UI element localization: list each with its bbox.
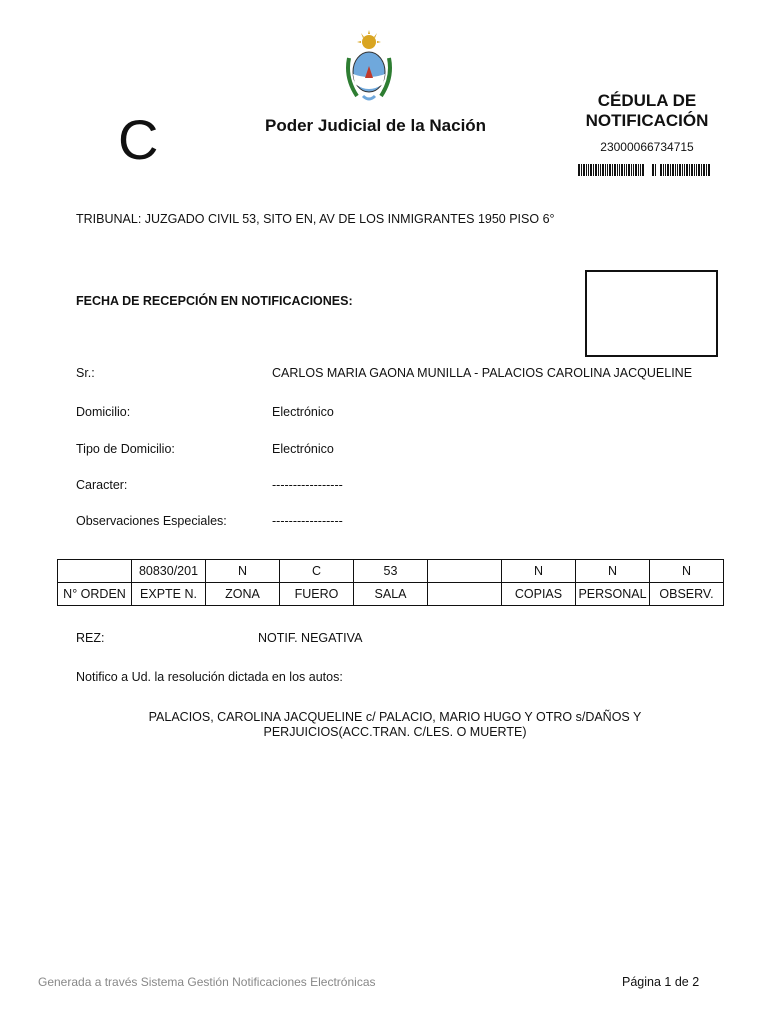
cell-expte-value: 80830/201 (132, 560, 206, 583)
cell-observ-value: N (650, 560, 724, 583)
field-value-tipo-domicilio: Electrónico (272, 442, 334, 456)
field-label-domicilio: Domicilio: (76, 405, 131, 419)
document-letter: C (118, 108, 159, 171)
rez-value: NOTIF. NEGATIVA (258, 631, 363, 645)
case-caption-line2: PERJUICIOS(ACC.TRAN. C/LES. O MUERTE) (263, 725, 527, 739)
cell-fuero-value: C (280, 560, 354, 583)
field-label-tipo-domicilio: Tipo de Domicilio: (76, 442, 175, 456)
barcode (578, 164, 711, 176)
field-value-observaciones: ----------------- (272, 514, 343, 528)
reception-date-label: FECHA DE RECEPCIÓN EN NOTIFICACIONES: (76, 294, 353, 308)
footer-generated-text: Generada a través Sistema Gestión Notificaciones Electrónicas (38, 975, 376, 989)
coat-of-arms-icon (343, 28, 395, 106)
document-number: 23000066734715 (600, 140, 694, 154)
cell-expte-header: EXPTE N. (132, 583, 206, 606)
rez-label: REZ: (76, 631, 105, 645)
cell-observ-header: OBSERV. (650, 583, 724, 606)
cell-zona-header: ZONA (206, 583, 280, 606)
cell-blank-header (428, 583, 502, 606)
field-value-domicilio: Electrónico (272, 405, 334, 419)
field-label-sr: Sr.: (76, 366, 95, 380)
field-label-caracter: Caracter: (76, 478, 128, 492)
field-label-observaciones: Observaciones Especiales: (76, 514, 227, 528)
field-value-caracter: ----------------- (272, 478, 343, 492)
page-number: Página 1 de 2 (622, 975, 700, 989)
document-title-line2: NOTIFICACIÓN (585, 111, 709, 130)
document-title (572, 91, 722, 131)
cell-copias-header: COPIAS (502, 583, 576, 606)
cell-personal-header: PERSONAL (576, 583, 650, 606)
case-data-table (57, 559, 724, 606)
table-row-headers (58, 583, 724, 606)
cell-copias-value: N (502, 560, 576, 583)
cell-sala-value: 53 (354, 560, 428, 583)
case-caption-line1: PALACIOS, CAROLINA JACQUELINE c/ PALACIO, MARIO HUGO Y OTRO s/DAÑOS Y (148, 710, 642, 724)
organization-name: Poder Judicial de la Nación (265, 116, 487, 135)
reception-stamp-box (585, 270, 718, 357)
field-value-sr: CARLOS MARIA GAONA MUNILLA - PALACIOS CAROLINA JACQUELINE (272, 366, 693, 380)
document-title-line1: CÉDULA DE (597, 91, 697, 110)
cell-personal-value: N (576, 560, 650, 583)
case-caption (100, 710, 690, 740)
notifico-text: Notifico a Ud. la resolución dictada en los autos: (76, 670, 343, 684)
cell-orden-value (58, 560, 132, 583)
tribunal-line: TRIBUNAL: JUZGADO CIVIL 53, SITO EN, AV DE LOS INMIGRANTES 1950 PISO 6° (76, 212, 555, 226)
cell-fuero-header: FUERO (280, 583, 354, 606)
cell-blank-value (428, 560, 502, 583)
cell-zona-value: N (206, 560, 280, 583)
cell-orden-header: N° ORDEN (58, 583, 132, 606)
table-row-values (58, 560, 724, 583)
cell-sala-header: SALA (354, 583, 428, 606)
